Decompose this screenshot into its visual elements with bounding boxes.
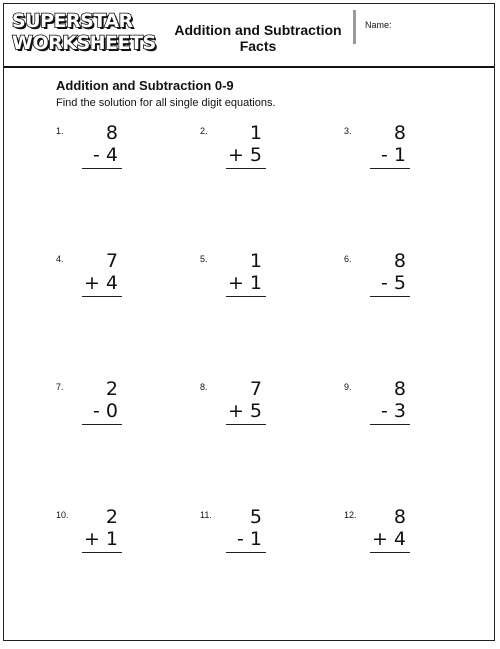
bottom-row xyxy=(93,400,118,422)
operator: - xyxy=(381,272,388,294)
superstar-worksheets-logo xyxy=(12,10,162,58)
worksheet-title xyxy=(164,22,352,54)
bottom-row xyxy=(237,528,262,550)
answer-line[interactable] xyxy=(370,296,410,297)
bottom-operand: 1 xyxy=(249,272,262,294)
top-operand: 2 xyxy=(105,378,118,400)
operator: + xyxy=(227,272,244,294)
top-operand: 8 xyxy=(393,378,406,400)
problem-12 xyxy=(344,506,434,566)
problem-7 xyxy=(56,378,146,438)
answer-line[interactable] xyxy=(82,168,122,169)
problem-number: 5. xyxy=(200,254,208,264)
problem-number: 4. xyxy=(56,254,64,264)
answer-line[interactable] xyxy=(370,168,410,169)
answer-line[interactable] xyxy=(370,424,410,425)
problem-10 xyxy=(56,506,146,566)
answer-line[interactable] xyxy=(226,424,266,425)
problem-number: 1. xyxy=(56,126,64,136)
bottom-operand: 1 xyxy=(249,528,262,550)
operator: + xyxy=(371,528,388,550)
operator: + xyxy=(83,528,100,550)
operator: - xyxy=(381,144,388,166)
top-operand: 2 xyxy=(105,506,118,528)
problem-4 xyxy=(56,250,146,310)
section-title: Addition and Subtraction 0-9 xyxy=(56,78,234,93)
bottom-row xyxy=(84,528,118,550)
worksheet-page xyxy=(3,3,495,641)
top-operand: 1 xyxy=(249,250,262,272)
bottom-operand: 4 xyxy=(393,528,406,550)
bottom-operand: 5 xyxy=(249,144,262,166)
problem-3 xyxy=(344,122,434,182)
top-operand: 7 xyxy=(105,250,118,272)
top-operand: 7 xyxy=(249,378,262,400)
bottom-row xyxy=(372,528,406,550)
answer-line[interactable] xyxy=(226,296,266,297)
answer-line[interactable] xyxy=(82,424,122,425)
operator: - xyxy=(237,528,244,550)
instructions: Find the solution for all single digit equations. xyxy=(56,97,276,109)
bottom-operand: 1 xyxy=(105,528,118,550)
logo-line-1: SUPERSTAR xyxy=(12,10,133,32)
operator: - xyxy=(93,400,100,422)
problem-9 xyxy=(344,378,434,438)
worksheet-header xyxy=(4,4,494,68)
bottom-row xyxy=(381,272,406,294)
bottom-operand: 3 xyxy=(393,400,406,422)
problem-8 xyxy=(200,378,290,438)
problem-number: 3. xyxy=(344,126,352,136)
answer-line[interactable] xyxy=(226,552,266,553)
bottom-row xyxy=(381,400,406,422)
bottom-row xyxy=(228,272,262,294)
bottom-row xyxy=(84,272,118,294)
name-label: Name: xyxy=(365,20,392,30)
problem-6 xyxy=(344,250,434,310)
operator: - xyxy=(381,400,388,422)
logo-line-2: WORKSHEETS xyxy=(12,32,156,54)
answer-line[interactable] xyxy=(82,296,122,297)
bottom-operand: 4 xyxy=(105,144,118,166)
answer-line[interactable] xyxy=(82,552,122,553)
operator: + xyxy=(83,272,100,294)
problem-number: 9. xyxy=(344,382,352,392)
bottom-operand: 4 xyxy=(105,272,118,294)
top-operand: 8 xyxy=(393,122,406,144)
operator: - xyxy=(93,144,100,166)
bottom-row xyxy=(93,144,118,166)
problem-number: 7. xyxy=(56,382,64,392)
bottom-operand: 5 xyxy=(249,400,262,422)
bottom-operand: 1 xyxy=(393,144,406,166)
problem-5 xyxy=(200,250,290,310)
answer-line[interactable] xyxy=(226,168,266,169)
operator: + xyxy=(227,144,244,166)
top-operand: 8 xyxy=(393,250,406,272)
bottom-row xyxy=(228,144,262,166)
problem-11 xyxy=(200,506,290,566)
problem-number: 12. xyxy=(344,510,357,520)
problem-number: 2. xyxy=(200,126,208,136)
problem-number: 6. xyxy=(344,254,352,264)
top-operand: 5 xyxy=(249,506,262,528)
operator: + xyxy=(227,400,244,422)
top-operand: 8 xyxy=(105,122,118,144)
bottom-operand: 0 xyxy=(105,400,118,422)
bottom-row xyxy=(381,144,406,166)
problem-2 xyxy=(200,122,290,182)
bottom-operand: 5 xyxy=(393,272,406,294)
problem-number: 10. xyxy=(56,510,69,520)
bottom-row xyxy=(228,400,262,422)
answer-line[interactable] xyxy=(370,552,410,553)
top-operand: 8 xyxy=(393,506,406,528)
header-divider xyxy=(353,10,356,44)
problem-number: 8. xyxy=(200,382,208,392)
problem-number: 11. xyxy=(200,510,212,520)
top-operand: 1 xyxy=(249,122,262,144)
title-line-1: Addition and Subtraction xyxy=(174,22,342,38)
problem-1 xyxy=(56,122,146,182)
title-line-2: Facts xyxy=(239,38,277,54)
